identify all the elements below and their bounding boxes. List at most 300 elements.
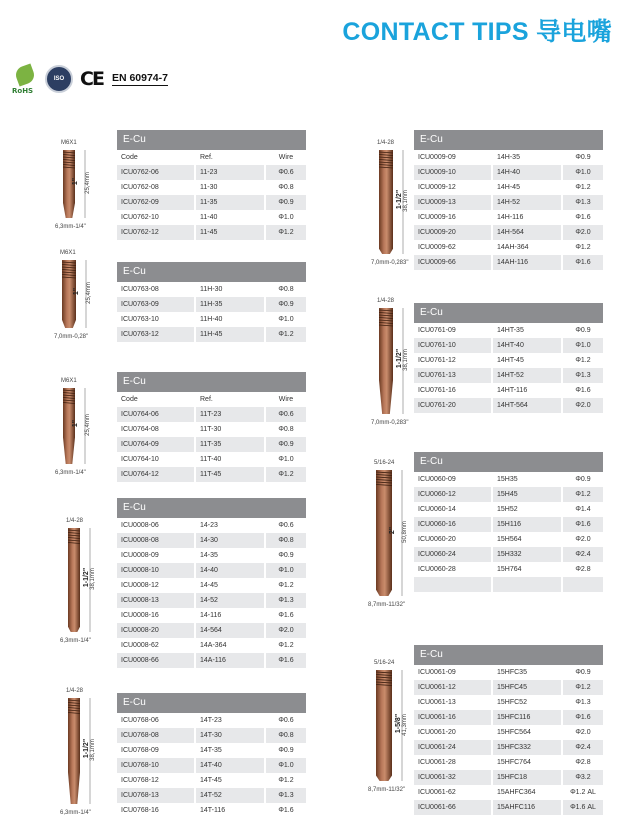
- code-cell: ICU0061-28: [414, 755, 492, 770]
- ref-cell: 15AHFC364: [492, 785, 562, 800]
- wire-cell: Φ0.8: [265, 728, 306, 743]
- ref-cell: 15AHFC116: [492, 800, 562, 815]
- product-table: [414, 303, 603, 428]
- thread-size-label: M6X1: [60, 250, 76, 256]
- table-title: E-Cu: [414, 303, 603, 323]
- table-row: [414, 547, 603, 562]
- length-mm-label: 41,3mm: [401, 713, 408, 736]
- code-cell: ICU0768-10: [117, 758, 195, 773]
- ref-cell: 14H-52: [492, 195, 562, 210]
- wire-cell: Φ2.8: [562, 755, 603, 770]
- ref-cell: 15H564: [492, 532, 562, 547]
- table-row: [117, 533, 306, 548]
- wire-cell: Φ1.0: [265, 312, 306, 327]
- table-title: E-Cu: [414, 645, 603, 665]
- code-cell: ICU0060-24: [414, 547, 492, 562]
- product-table: [414, 645, 603, 815]
- table-column-header: [117, 150, 306, 165]
- code-cell: ICU0008-08: [117, 533, 195, 548]
- code-cell: ICU0761-12: [414, 353, 492, 368]
- wire-cell: Φ3.2: [562, 770, 603, 785]
- table-row: [117, 327, 306, 342]
- table-row: [414, 255, 603, 270]
- wire-cell: Φ1.6: [562, 710, 603, 725]
- table-row: [414, 800, 603, 815]
- contact-tip-drawing: [362, 298, 418, 428]
- table-row: [117, 563, 306, 578]
- table-row: [414, 770, 603, 785]
- code-cell: ICU0768-16: [117, 803, 195, 818]
- product-table: [414, 452, 603, 607]
- ref-cell: 11H-45: [195, 327, 265, 342]
- table-row: [414, 740, 603, 755]
- ref-cell: 14HT-35: [492, 323, 562, 338]
- ref-cell: 11T-45: [195, 467, 265, 482]
- length-inch-label: 1-1/2": [83, 738, 91, 759]
- ref-cell: 11T-23: [195, 407, 265, 422]
- wire-cell: Φ1.0: [265, 758, 306, 773]
- wire-cell: Φ1.2: [562, 487, 603, 502]
- wire-cell: Φ2.4: [562, 740, 603, 755]
- code-cell: ICU0009-66: [414, 255, 492, 270]
- table-row: [117, 297, 306, 312]
- code-cell: ICU0008-12: [117, 578, 195, 593]
- code-cell: ICU0008-09: [117, 548, 195, 563]
- code-cell: ICU0009-10: [414, 165, 492, 180]
- length-inch-label: 1-1/2": [83, 567, 91, 588]
- length-mm-label: 50,8mm: [401, 521, 408, 543]
- wire-cell: Φ1.2: [562, 353, 603, 368]
- table-row: [414, 532, 603, 547]
- wire-cell: Φ1.6: [562, 210, 603, 225]
- column-header: Code: [117, 392, 195, 407]
- copper-tip-icon: [52, 518, 104, 646]
- page-title: CONTACT TIPS 导电嘴: [342, 18, 612, 46]
- ref-cell: 15HFC45: [492, 680, 562, 695]
- code-cell: ICU0060-20: [414, 532, 492, 547]
- table-row: [117, 653, 306, 668]
- diameter-label: 8,7mm-11/32": [368, 602, 406, 608]
- ref-cell: 15HFC35: [492, 665, 562, 680]
- wire-cell: Φ0.9: [265, 548, 306, 563]
- wire-cell: Φ1.2: [562, 240, 603, 255]
- table-row: [117, 195, 306, 210]
- wire-cell: Φ1.0: [265, 210, 306, 225]
- table-row: [414, 710, 603, 725]
- table-row: [117, 773, 306, 788]
- product-table: [117, 498, 306, 668]
- code-cell: ICU0768-09: [117, 743, 195, 758]
- ref-cell: 14HT-40: [492, 338, 562, 353]
- code-cell: ICU0061-09: [414, 665, 492, 680]
- table-row: [414, 150, 603, 165]
- ref-cell: 11-23: [195, 165, 265, 180]
- code-cell: ICU0008-06: [117, 518, 195, 533]
- certification-logos: [12, 64, 168, 94]
- ref-cell: 15HFC52: [492, 695, 562, 710]
- wire-cell: Φ0.9: [562, 665, 603, 680]
- length-mm-label: 38,1mm: [402, 349, 409, 371]
- length-inch-label: 1-1/2": [396, 189, 404, 210]
- table-row: [117, 638, 306, 653]
- rohs-label: RoHS: [12, 87, 34, 95]
- wire-cell: Φ2.0: [562, 725, 603, 740]
- code-cell: ICU0061-32: [414, 770, 492, 785]
- wire-cell: [562, 577, 603, 592]
- ref-cell: 14H-35: [492, 150, 562, 165]
- product-table: [117, 262, 306, 342]
- table-row: [414, 323, 603, 338]
- code-cell: ICU0060-14: [414, 502, 492, 517]
- wire-cell: Φ1.0: [562, 165, 603, 180]
- diameter-label: 7,0mm-0,283": [371, 420, 409, 426]
- wire-cell: [562, 270, 603, 285]
- code-cell: ICU0009-16: [414, 210, 492, 225]
- code-cell: ICU0009-20: [414, 225, 492, 240]
- contact-tip-drawing: [48, 140, 98, 232]
- table-row: [117, 452, 306, 467]
- table-row: [117, 548, 306, 563]
- table-row: [117, 165, 306, 180]
- code-cell: ICU0009-13: [414, 195, 492, 210]
- wire-cell: Φ0.9: [265, 195, 306, 210]
- length-inch-label: 1": [72, 177, 80, 186]
- ref-cell: 14T-40: [195, 758, 265, 773]
- ref-cell: 14AH-116: [492, 255, 562, 270]
- wire-cell: Φ0.8: [265, 533, 306, 548]
- ref-cell: 15HFC332: [492, 740, 562, 755]
- table-title: E-Cu: [117, 262, 306, 282]
- wire-cell: Φ1.2: [265, 327, 306, 342]
- ref-cell: [492, 577, 562, 592]
- table-row: [414, 368, 603, 383]
- ref-cell: 14HT-116: [492, 383, 562, 398]
- ref-cell: 15H52: [492, 502, 562, 517]
- table-row: [117, 743, 306, 758]
- code-cell: ICU0762-12: [117, 225, 195, 240]
- table-row: [414, 270, 603, 285]
- wire-cell: Φ1.2: [265, 638, 306, 653]
- code-cell: ICU0008-62: [117, 638, 195, 653]
- table-row: [414, 502, 603, 517]
- code-cell: ICU0763-09: [117, 297, 195, 312]
- thread-size-label: M6X1: [61, 378, 77, 384]
- wire-cell: Φ0.9: [265, 297, 306, 312]
- code-cell: ICU0008-66: [117, 653, 195, 668]
- ref-cell: 11T-40: [195, 452, 265, 467]
- table-row: [414, 577, 603, 592]
- ref-cell: 15H764: [492, 562, 562, 577]
- ref-cell: 14T-23: [195, 713, 265, 728]
- table-row: [414, 665, 603, 680]
- code-cell: ICU0761-10: [414, 338, 492, 353]
- ref-cell: 14H-564: [492, 225, 562, 240]
- ref-cell: 14-23: [195, 518, 265, 533]
- wire-cell: Φ1.4: [562, 502, 603, 517]
- ref-cell: 14T-45: [195, 773, 265, 788]
- diameter-label: 8,7mm-11/32": [368, 787, 406, 793]
- copper-tip-icon: [358, 460, 418, 610]
- ref-cell: 14A-364: [195, 638, 265, 653]
- code-cell: ICU0009-09: [414, 150, 492, 165]
- code-cell: ICU0061-13: [414, 695, 492, 710]
- code-cell: ICU0761-20: [414, 398, 492, 413]
- wire-cell: Φ1.3: [562, 695, 603, 710]
- product-table: [117, 372, 306, 482]
- wire-cell: Φ1.2: [265, 578, 306, 593]
- diameter-label: 6,3mm-1/4": [55, 224, 86, 230]
- table-row: [414, 165, 603, 180]
- wire-cell: Φ0.6: [265, 407, 306, 422]
- ref-cell: 15HFC564: [492, 725, 562, 740]
- rohs-logo: [12, 65, 38, 93]
- length-mm-label: 25,4mm: [85, 282, 92, 304]
- wire-cell: Φ2.0: [562, 225, 603, 240]
- wire-cell: Φ1.2: [265, 225, 306, 240]
- table-row: [414, 195, 603, 210]
- code-cell: ICU0061-16: [414, 710, 492, 725]
- table-row: [117, 422, 306, 437]
- wire-cell: Φ2.0: [265, 623, 306, 638]
- length-mm-label: 25,4mm: [84, 414, 91, 436]
- contact-tip-drawing: [48, 250, 98, 342]
- ref-cell: [492, 592, 562, 607]
- ref-cell: 15H45: [492, 487, 562, 502]
- column-header: Wire: [265, 392, 306, 407]
- column-header: Ref.: [195, 150, 265, 165]
- diameter-label: 6,3mm-1/4": [60, 810, 91, 816]
- ref-cell: 14H-40: [492, 165, 562, 180]
- wire-cell: Φ1.6: [265, 608, 306, 623]
- table-row: [117, 225, 306, 240]
- ref-cell: 14HT-45: [492, 353, 562, 368]
- table-row: [117, 788, 306, 803]
- contact-tip-drawing: [358, 660, 418, 795]
- table-title: E-Cu: [117, 693, 306, 713]
- code-cell: ICU0008-13: [117, 593, 195, 608]
- ref-cell: 11H-35: [195, 297, 265, 312]
- length-inch-label: 1-1/2": [396, 348, 404, 369]
- ref-cell: 15H35: [492, 472, 562, 487]
- code-cell: ICU0008-20: [117, 623, 195, 638]
- tip-body: [379, 308, 393, 414]
- length-mm-label: 38,1mm: [402, 190, 409, 212]
- product-table: [117, 130, 306, 240]
- thread-size-label: 5/16-24: [374, 660, 395, 666]
- wire-cell: Φ0.8: [265, 282, 306, 297]
- ref-cell: 11T-35: [195, 437, 265, 452]
- code-cell: ICU0061-20: [414, 725, 492, 740]
- table-row: [117, 608, 306, 623]
- contact-tip-drawing: [52, 688, 104, 818]
- wire-cell: Φ1.6: [265, 803, 306, 818]
- ref-cell: 14T-30: [195, 728, 265, 743]
- wire-cell: Φ1.2: [265, 773, 306, 788]
- code-cell: ICU0061-24: [414, 740, 492, 755]
- code-cell: ICU0762-08: [117, 180, 195, 195]
- table-row: [414, 413, 603, 428]
- table-row: [117, 467, 306, 482]
- ref-cell: [492, 413, 562, 428]
- code-cell: ICU0761-16: [414, 383, 492, 398]
- table-row: [414, 210, 603, 225]
- wire-cell: Φ1.0: [265, 563, 306, 578]
- code-cell: ICU0763-12: [117, 327, 195, 342]
- code-cell: ICU0060-09: [414, 472, 492, 487]
- ref-cell: 14A-116: [195, 653, 265, 668]
- ref-cell: 15H332: [492, 547, 562, 562]
- wire-cell: Φ1.2: [265, 467, 306, 482]
- ref-cell: 15H116: [492, 517, 562, 532]
- ref-cell: 11T-30: [195, 422, 265, 437]
- diameter-label: 6,3mm-1/4": [60, 638, 91, 644]
- code-cell: [414, 413, 492, 428]
- ref-cell: 11-35: [195, 195, 265, 210]
- ref-cell: 15HFC764: [492, 755, 562, 770]
- ref-cell: 14-40: [195, 563, 265, 578]
- table-row: [117, 180, 306, 195]
- length-inch-label: 1-5/8": [395, 713, 403, 733]
- code-cell: ICU0009-12: [414, 180, 492, 195]
- ref-cell: 14T-52: [195, 788, 265, 803]
- wire-cell: Φ2.0: [562, 398, 603, 413]
- table-row: [117, 518, 306, 533]
- wire-cell: Φ1.6: [265, 653, 306, 668]
- table-row: [414, 383, 603, 398]
- table-row: [414, 695, 603, 710]
- wire-cell: Φ0.8: [265, 180, 306, 195]
- ref-cell: 11H-40: [195, 312, 265, 327]
- ce-mark: CE: [80, 68, 103, 90]
- wire-cell: Φ1.2: [562, 680, 603, 695]
- code-cell: ICU0764-12: [117, 467, 195, 482]
- code-cell: ICU0008-10: [117, 563, 195, 578]
- standard-label: EN 60974-7: [111, 72, 168, 84]
- wire-cell: Φ1.2: [562, 180, 603, 195]
- wire-cell: Φ1.2 AL: [562, 785, 603, 800]
- table-row: [117, 713, 306, 728]
- ref-cell: 14T-116: [195, 803, 265, 818]
- thread-size-label: M6X1: [61, 140, 77, 146]
- length-mm-label: 38,1mm: [89, 739, 96, 761]
- code-cell: ICU0764-09: [117, 437, 195, 452]
- table-row: [414, 398, 603, 413]
- table-row: [414, 680, 603, 695]
- length-mm-label: 38,1mm: [89, 568, 96, 590]
- wire-cell: Φ2.4: [562, 547, 603, 562]
- ref-cell: 14H-45: [492, 180, 562, 195]
- iso-logo: ISO: [45, 65, 73, 93]
- ref-cell: 14-564: [195, 623, 265, 638]
- table-row: [414, 225, 603, 240]
- table-row: [414, 785, 603, 800]
- wire-cell: Φ0.9: [265, 437, 306, 452]
- contact-tip-drawing: [48, 378, 98, 478]
- ref-cell: 11-40: [195, 210, 265, 225]
- contact-tip-drawing: [362, 140, 418, 268]
- product-table: [117, 693, 306, 818]
- table-row: [414, 180, 603, 195]
- wire-cell: [562, 592, 603, 607]
- copper-tip-icon: [362, 140, 418, 268]
- thread-size-label: 1/4-28: [377, 298, 395, 304]
- table-row: [117, 803, 306, 818]
- ref-cell: 14-35: [195, 548, 265, 563]
- table-column-header: [117, 392, 306, 407]
- table-row: [414, 517, 603, 532]
- table-title: E-Cu: [414, 452, 603, 472]
- wire-cell: Φ1.3: [562, 368, 603, 383]
- code-cell: [414, 270, 492, 285]
- wire-cell: Φ1.0: [562, 338, 603, 353]
- wire-cell: Φ1.3: [265, 788, 306, 803]
- table-row: [414, 755, 603, 770]
- code-cell: ICU0764-08: [117, 422, 195, 437]
- wire-cell: Φ1.0: [265, 452, 306, 467]
- code-cell: ICU0008-16: [117, 608, 195, 623]
- contact-tip-drawing: [358, 460, 418, 610]
- code-cell: ICU0768-06: [117, 713, 195, 728]
- length-inch-label: 1": [73, 287, 81, 296]
- diameter-label: 7,0mm-0,28": [54, 334, 89, 340]
- wire-cell: Φ0.9: [562, 323, 603, 338]
- code-cell: ICU0763-10: [117, 312, 195, 327]
- wire-cell: Φ0.6: [265, 518, 306, 533]
- code-cell: ICU0764-06: [117, 407, 195, 422]
- table-title: E-Cu: [117, 372, 306, 392]
- ref-cell: 14-30: [195, 533, 265, 548]
- table-row: [414, 487, 603, 502]
- wire-cell: Φ2.0: [562, 532, 603, 547]
- table-row: [117, 578, 306, 593]
- ref-cell: 14-45: [195, 578, 265, 593]
- code-cell: ICU0060-16: [414, 517, 492, 532]
- code-cell: ICU0061-62: [414, 785, 492, 800]
- wire-cell: Φ1.6: [562, 255, 603, 270]
- table-row: [414, 472, 603, 487]
- code-cell: ICU0764-10: [117, 452, 195, 467]
- wire-cell: Φ1.6: [562, 383, 603, 398]
- table-row: [117, 282, 306, 297]
- length-mm-label: 25,4mm: [84, 172, 91, 194]
- length-inch-label: 1": [72, 419, 80, 428]
- code-cell: ICU0009-62: [414, 240, 492, 255]
- code-cell: ICU0768-12: [117, 773, 195, 788]
- table-title: E-Cu: [414, 130, 603, 150]
- tip-body: [376, 670, 392, 781]
- wire-cell: Φ0.9: [562, 150, 603, 165]
- code-cell: ICU0060-12: [414, 487, 492, 502]
- table-row: [117, 728, 306, 743]
- table-row: [117, 593, 306, 608]
- thread-size-label: 1/4-28: [377, 140, 395, 146]
- code-cell: ICU0762-06: [117, 165, 195, 180]
- table-row: [117, 623, 306, 638]
- diameter-label: 6,3mm-1/4": [55, 470, 86, 476]
- wire-cell: Φ2.8: [562, 562, 603, 577]
- column-header: Code: [117, 150, 195, 165]
- ref-cell: 11-45: [195, 225, 265, 240]
- column-header: Ref.: [195, 392, 265, 407]
- ref-cell: 11H-30: [195, 282, 265, 297]
- wire-cell: Φ0.6: [265, 165, 306, 180]
- column-header: Wire: [265, 150, 306, 165]
- code-cell: ICU0768-08: [117, 728, 195, 743]
- table-row: [117, 437, 306, 452]
- tip-body: [68, 698, 80, 804]
- table-row: [414, 592, 603, 607]
- ref-cell: 14-52: [195, 593, 265, 608]
